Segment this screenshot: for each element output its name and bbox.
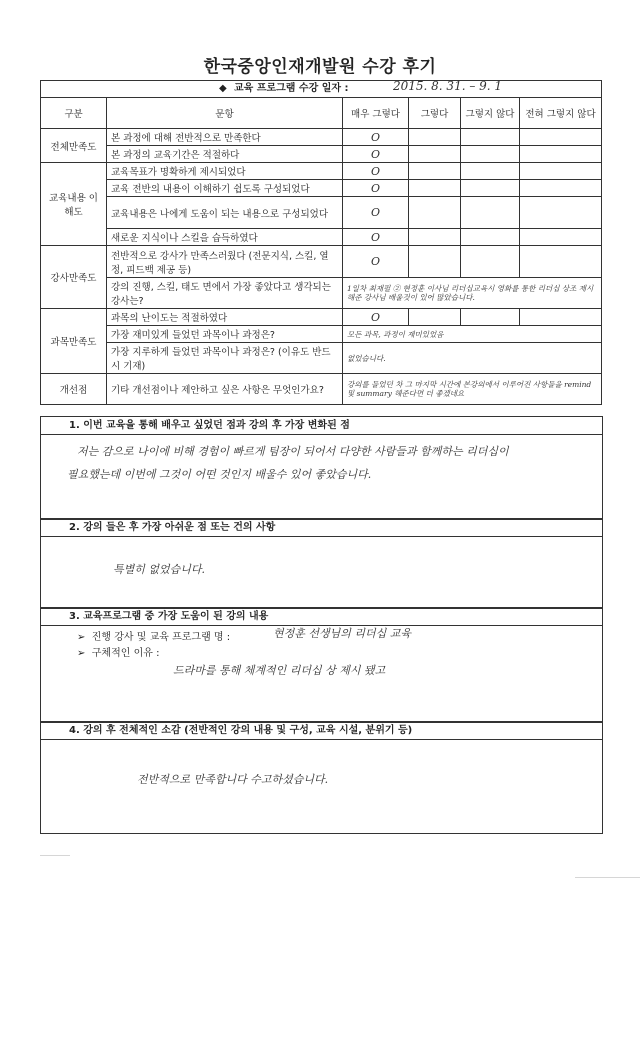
answer-mark[interactable]: O bbox=[343, 146, 409, 163]
answer-cell[interactable] bbox=[520, 163, 602, 180]
question-cell: 교육내용은 나에게 도움이 되는 내용으로 구성되었다 bbox=[107, 197, 343, 229]
table-row bbox=[41, 309, 602, 326]
answer-cell[interactable] bbox=[461, 146, 520, 163]
category-cell: 교육내용 이해도 bbox=[41, 163, 107, 246]
program-date-value[interactable]: 2015. 8. 31. – 9. 1 bbox=[393, 79, 503, 93]
answer-cell[interactable] bbox=[520, 246, 602, 278]
answer-mark[interactable]: O bbox=[343, 163, 409, 180]
table-row bbox=[41, 278, 602, 309]
table-header-row bbox=[41, 98, 602, 129]
section-2-title: 2. 강의 들은 후 가장 아쉬운 점 또는 건의 사항 bbox=[41, 519, 602, 537]
question-cell: 새로운 지식이나 스킬을 습득하였다 bbox=[107, 229, 343, 246]
table-row bbox=[41, 343, 602, 374]
answer-cell[interactable] bbox=[409, 246, 461, 278]
answer-cell[interactable] bbox=[520, 197, 602, 229]
page-title: 한국중앙인재개발원 수강 후기 bbox=[203, 57, 437, 77]
answer-cell[interactable] bbox=[461, 197, 520, 229]
table-row bbox=[41, 374, 602, 405]
answer-cell[interactable] bbox=[461, 309, 520, 326]
table-row bbox=[41, 146, 602, 163]
question-cell: 본 과정의 교육기간은 적절하다 bbox=[107, 146, 343, 163]
answer-mark[interactable]: O bbox=[343, 246, 409, 278]
category-cell: 과목만족도 bbox=[41, 309, 107, 374]
answer-cell[interactable] bbox=[409, 129, 461, 146]
section-4-answer-line[interactable]: 전반적으로 만족합니다 수고하셨습니다. bbox=[137, 773, 329, 786]
section-1-answer-line[interactable]: 필요했는데 이번에 그것이 어떤 것인지 배울수 있어 좋았습니다. bbox=[67, 468, 372, 481]
answer-mark[interactable]: O bbox=[343, 309, 409, 326]
section-2-answer-line[interactable]: 특별히 없었습니다. bbox=[113, 563, 206, 576]
diamond-icon: ◆ bbox=[219, 83, 227, 94]
question-cell: 강의 진행, 스킬, 태도 면에서 가장 좋았다고 생각되는 강사는? bbox=[107, 278, 343, 309]
answer-cell[interactable] bbox=[461, 229, 520, 246]
answer-cell[interactable] bbox=[409, 229, 461, 246]
answer-cell[interactable] bbox=[520, 129, 602, 146]
question-cell: 전반적으로 강사가 만족스러웠다 (전문지식, 스킬, 열정, 피드백 제공 등) bbox=[107, 246, 343, 278]
table-row bbox=[41, 229, 602, 246]
section-1-answer-line[interactable]: 저는 감으로 나이에 비해 경험이 빠르게 팀장이 되어서 다양한 사람들과 함께하는 리더십이 bbox=[77, 445, 509, 458]
answer-cell[interactable] bbox=[409, 309, 461, 326]
answer-cell[interactable] bbox=[461, 163, 520, 180]
table-row bbox=[41, 129, 602, 146]
answer-mark[interactable]: O bbox=[343, 180, 409, 197]
answer-cell[interactable] bbox=[520, 309, 602, 326]
answer-cell[interactable] bbox=[409, 180, 461, 197]
answer-cell[interactable] bbox=[409, 163, 461, 180]
survey-table bbox=[40, 97, 602, 405]
header-category: 구분 bbox=[41, 98, 107, 129]
most-boring-answer[interactable]: 없었습니다. bbox=[343, 343, 602, 374]
section-2 bbox=[40, 518, 603, 609]
answer-cell[interactable] bbox=[520, 229, 602, 246]
category-cell: 전체만족도 bbox=[41, 129, 107, 163]
section-1 bbox=[40, 416, 603, 520]
answer-cell[interactable] bbox=[461, 246, 520, 278]
section-3-bullet-1-label: 진행 강사 및 교육 프로그램 명 : bbox=[91, 632, 231, 643]
program-date-label: 교육 프로그램 수강 일자 : bbox=[234, 83, 349, 94]
answer-cell[interactable] bbox=[520, 180, 602, 197]
header-strongly-agree: 매우 그렇다 bbox=[343, 98, 409, 129]
table-row bbox=[41, 246, 602, 278]
answer-mark[interactable]: O bbox=[343, 197, 409, 229]
section-3-bullet-2-label: 구체적인 이유 : bbox=[91, 648, 160, 659]
question-cell: 가장 지루하게 들었던 과목이나 과정은? (이유도 반드시 기재) bbox=[107, 343, 343, 374]
question-cell: 교육 전반의 내용이 이해하기 쉽도록 구성되었다 bbox=[107, 180, 343, 197]
question-cell: 교육목표가 명확하게 제시되었다 bbox=[107, 163, 343, 180]
answer-cell[interactable] bbox=[409, 197, 461, 229]
answer-mark[interactable]: O bbox=[343, 129, 409, 146]
category-cell: 강사만족도 bbox=[41, 246, 107, 309]
most-interesting-answer[interactable]: 모든 과목, 과정이 재미있었음 bbox=[343, 326, 602, 343]
category-cell: 개선점 bbox=[41, 374, 107, 405]
question-cell: 가장 재미있게 들었던 과목이나 과정은? bbox=[107, 326, 343, 343]
header-question: 문항 bbox=[107, 98, 343, 129]
section-3-bullet-2: ➢ 구체적인 이유 : bbox=[77, 648, 160, 659]
answer-cell[interactable] bbox=[461, 180, 520, 197]
scan-artifact-line bbox=[40, 855, 70, 856]
answer-mark[interactable]: O bbox=[343, 229, 409, 246]
section-3-bullet-2-answer[interactable]: 드라마를 통해 체계적인 리더십 상 제시 됐고 bbox=[173, 664, 386, 677]
section-3-bullet-1: ➢ 진행 강사 및 교육 프로그램 명 : bbox=[77, 632, 231, 643]
section-3-bullet-1-answer[interactable]: 현정훈 선생님의 리더십 교육 bbox=[273, 627, 412, 640]
section-1-title: 1. 이번 교육을 통해 배우고 싶었던 점과 강의 후 가장 변화된 점 bbox=[41, 417, 602, 435]
header-disagree: 그렇지 않다 bbox=[461, 98, 520, 129]
answer-cell[interactable] bbox=[461, 129, 520, 146]
table-row bbox=[41, 180, 602, 197]
program-date-bar bbox=[40, 80, 602, 97]
suggestion-answer[interactable]: 강의를 들었던 차 그 마지막 시간에 본강의에서 이루어진 사항들을 remind 및 summary 해준다면 더 좋겠네요 bbox=[343, 374, 602, 405]
answer-cell[interactable] bbox=[409, 146, 461, 163]
table-row bbox=[41, 326, 602, 343]
answer-cell[interactable] bbox=[520, 146, 602, 163]
section-4 bbox=[40, 721, 603, 834]
scan-artifact-line bbox=[575, 877, 640, 878]
section-3-title: 3. 교육프로그램 중 가장 도움이 된 강의 내용 bbox=[41, 608, 602, 626]
question-cell: 기타 개선점이나 제안하고 싶은 사항은 무엇인가요? bbox=[107, 374, 343, 405]
question-cell: 본 과정에 대해 전반적으로 만족한다 bbox=[107, 129, 343, 146]
header-strongly-disagree: 전혀 그렇지 않다 bbox=[520, 98, 602, 129]
question-cell: 과목의 난이도는 적절하였다 bbox=[107, 309, 343, 326]
section-3 bbox=[40, 607, 603, 723]
best-instructor-answer[interactable]: 1일차 최재필 ② 현정훈 이사님 리더십교육시 영화를 통한 리더십 상조 제시해준 강사님 배울것이 있어 많았습니다. bbox=[343, 278, 602, 309]
table-row bbox=[41, 163, 602, 180]
table-row bbox=[41, 197, 602, 229]
header-agree: 그렇다 bbox=[409, 98, 461, 129]
section-4-title: 4. 강의 후 전체적인 소감 (전반적인 강의 내용 및 구성, 교육 시설, 분위기 등) bbox=[41, 722, 602, 740]
